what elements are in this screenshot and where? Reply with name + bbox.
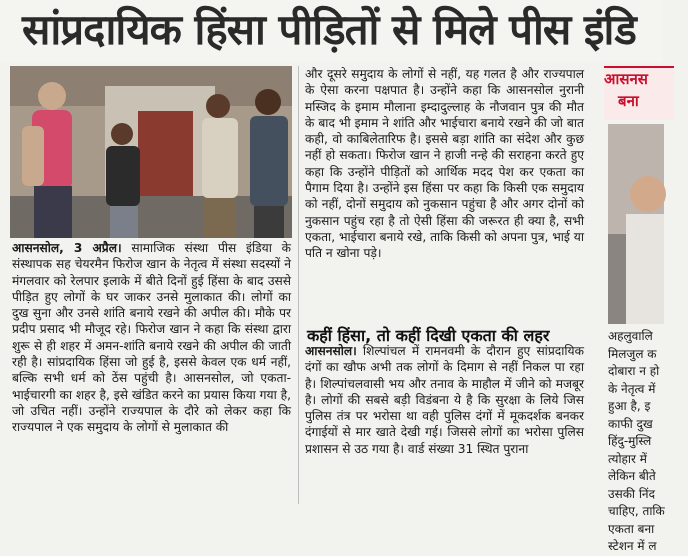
sidebar-line: लेकिन बीते bbox=[608, 469, 656, 483]
news-photo-illustration bbox=[10, 66, 292, 238]
sidebar-line: दोबारा न हो bbox=[608, 364, 660, 378]
column-divider bbox=[298, 66, 299, 504]
sidebar-line: एकता बना bbox=[608, 521, 655, 536]
headline: सांप्रदायिक हिंसा पीड़ितों से मिले पीस इंडि bbox=[22, 5, 636, 54]
sidebar-heading-line: बना bbox=[618, 92, 639, 110]
sidebar-line: स्टेशन में ल bbox=[608, 539, 657, 553]
sidebar-text bbox=[608, 328, 688, 556]
sidebar-story bbox=[598, 66, 665, 553]
article-column-2b bbox=[305, 343, 584, 457]
sidebar-line: हुआ है, इ bbox=[608, 399, 651, 413]
headline-banner bbox=[0, 0, 662, 62]
sidebar-line: काफी दुख bbox=[608, 416, 653, 431]
sidebar-line: अहलुवालि bbox=[608, 329, 653, 343]
article-column-2 bbox=[305, 66, 584, 262]
article-paragraph-2 bbox=[305, 343, 584, 457]
article-paragraph: और दूसरे समुदाय के लोगों से नहीं, यह गलत है और राज्यपाल के ऐसा करना पक्षपात है। उन्होंने कहा कि आसनसोल नुरानी मस्जिद के इमाम मौलाना इम्दादुल्लाह के नौजवान पुत्र की मौत के बाद भी इमाम ने शांति और भाईचारा बनाये रखने की जो बात कही, वो काबिलेतारिफ है। इससे बड़ा शांति का संदेश और कुछ नहीं हो सकता। फिरोज खान ने हाजी नन्हे की सराहना करते हुए कहा कि उन्होंने पीड़ितों को आर्थिक मदद पेश कर एकता का पैगाम दिया है। उन्होंने इस हिंसा पर कहा कि किसी एक समुदाय को नहीं, दोनों समुदाय को नुकसान पहुंचा है और अगर दोनों को नुकसान पहुंच रहा है तो ऐसी हिंसा की जरूरत ही क्या है, सभी एकता, भाईचारा बनाये रखे, ताकि किसी को अपना पुत्र, भाई या पति न खोना पड़े। bbox=[305, 67, 584, 261]
caption-dateline: आसनसोल, 3 अप्रैल। bbox=[12, 241, 122, 255]
caption-paragraph bbox=[12, 240, 291, 436]
article-dateline: आसनसोल। bbox=[305, 344, 357, 358]
sidebar-line: हिंदु-मुस्लि bbox=[608, 434, 652, 448]
caption-text: सामाजिक संस्था पीस इंडिया के संस्थापक सह चेयरमैन फिरोज खान के नेतृत्व में संस्था सदस्यों ने मंगलवार को रेलपार इलाके में बीते दिनों हुई हिंसा के बाद उससे पीड़ित हुए लोगों के घर जाकर उनसे मुलाकात की। लोगों का दुख सुना और उनसे शांति बनाये रखने की अपील की। मौके पर प्रदीप प्रसाद भी मौजूद रहे। फिरोज खान ने कहा कि संस्था द्वारा शुरू से ही शहर में अमन-शांति बनाये रखने की अपील की जाती रही है। सांप्रदायिक हिंसा जो हुई है, इससे केवल एक धर्म नहीं, बल्कि सभी धर्म को ठेंस पहुंची है। आसनसोल, जो एकता-भाईचारगी का शहर है, इसे खंडित करने का प्रयास किया गया है, जो उचित नहीं। उन्होंने राज्यपाल के दौरे को लेकर कहा कि राज्यपाल ने एक समुदाय के लोगों से मुलाकात की bbox=[12, 241, 292, 435]
sidebar-photo-illustration bbox=[608, 124, 664, 324]
article-text: शिल्पांचल में रामनवमी के दौरान हुए सांप्रदायिक दंगों का खौफ अभी तक लोगों के दिमाग से नहीं निकल पा रहा है। शिल्पांचलवासी भय और तनाव के माहौल में जीने को मजबूर है। लोगों की सबसे बड़ी विडंबना ये है कि सुरक्षा के लिये जिस पुलिस तंत्र पर भरोसा था वही पुलिस दंगों में मूकदर्शक बनकर दंगाईयों से मार खाते देखी गई। जिससे लोगों का भरोसा पुलिस प्रशासन से उठ गया है। वार्ड संख्या 31 स्थित पुराना bbox=[305, 344, 584, 456]
sidebar-photo bbox=[608, 124, 664, 324]
sidebar-line: के नेतृत्व में bbox=[608, 381, 656, 396]
sidebar-line: उसकी निंद bbox=[608, 486, 655, 501]
sidebar-line: चाहिए, ताकि bbox=[608, 504, 665, 518]
caption-column bbox=[12, 240, 291, 436]
news-photo bbox=[10, 66, 292, 238]
sidebar-line: मिलजुल क bbox=[608, 346, 657, 361]
sidebar-heading bbox=[604, 66, 674, 120]
subheadline: कहीं हिंसा, तो कहीं दिखी एकता की लहर bbox=[307, 326, 550, 345]
sidebar-line: त्योहार में bbox=[608, 451, 647, 466]
sidebar-heading-line: आसनस bbox=[604, 70, 648, 88]
